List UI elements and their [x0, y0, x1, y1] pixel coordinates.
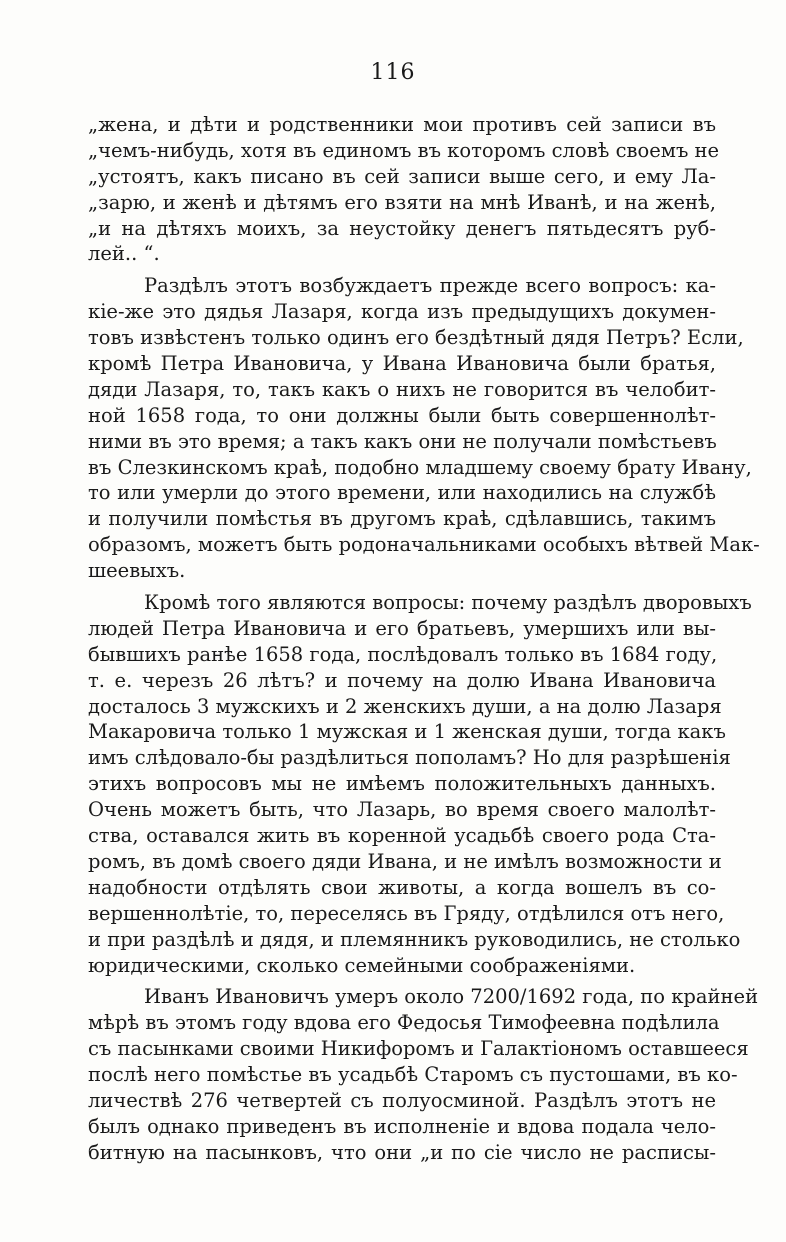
text-line: кромѣ Петра Ивановича, у Ивана Ивановича были братья,: [88, 352, 716, 376]
text-line: кіе-же это дядья Лазаря, когда изъ предыдущихъ докумен-: [88, 300, 716, 324]
text-line: ромъ, въ домѣ своего дяди Ивана, и не имѣлъ возможности и: [88, 849, 722, 873]
text-line: съ пасынками своими Никифоромъ и Галактіономъ оставшееся: [88, 1037, 749, 1061]
body-text: [88, 112, 760, 1166]
text-line: былъ однако приведенъ въ исполненіе и вдова подала чело-: [88, 1114, 716, 1138]
text-line: Кромѣ того являются вопросы: почему раздѣлъ дворовыхъ: [144, 591, 752, 615]
text-line: то или умерли до этого времени, или находились на службѣ: [88, 481, 716, 505]
text-line: „и на дѣтяхъ моихъ, за неустойку денегъ пятьдесятъ руб-: [88, 216, 716, 240]
text-line: т. е. черезъ 26 лѣтъ? и почему на долю Ивана Ивановича: [88, 668, 716, 692]
text-line: досталось 3 мужскихъ и 2 женскихъ души, а на долю Лазаря: [88, 694, 722, 718]
page-number: 116: [370, 60, 416, 85]
paragraph: [88, 273, 760, 584]
text-line: „зарю, и женѣ и дѣтямъ его взяти на мнѣ Иванѣ, и на женѣ,: [88, 190, 716, 214]
text-line: бывшихъ ранѣе 1658 года, послѣдовалъ только въ 1684 году,: [88, 642, 718, 666]
paragraph-quote: [88, 112, 720, 267]
text-line: товъ извѣстенъ только одинъ его бездѣтный дядя Петръ? Если,: [88, 326, 744, 350]
text-line: Макаровича только 1 мужская и 1 женская души, тогда какъ: [88, 720, 726, 744]
text-line: юридическими, сколько семейными соображеніями.: [88, 953, 636, 977]
text-line: лей.. “.: [88, 242, 160, 266]
text-line: послѣ него помѣстье въ усадьбѣ Старомъ съ пустошами, въ ко-: [88, 1063, 738, 1087]
text-line: шеевыхъ.: [88, 559, 186, 583]
text-line: дяди Лазаря, то, такъ какъ о нихъ не говорится въ челобит-: [88, 377, 716, 401]
text-line: „устоятъ, какъ писано въ сей записи выше сего, и ему Ла-: [88, 164, 716, 188]
text-line: образомъ, можетъ быть родоначальниками особыхъ вѣтвей Мак-: [88, 533, 760, 557]
text-line: ства, оставался жить въ коренной усадьбѣ своего рода Ста-: [88, 824, 716, 848]
text-line: людей Петра Ивановича и его братьевъ, умершихъ или вы-: [88, 616, 716, 640]
text-line: „жена, и дѣти и родственники мои противъ сей записи въ: [88, 113, 716, 136]
text-line: ной 1658 года, то они должны были быть совершеннолѣт-: [88, 403, 716, 427]
text-line: мѣрѣ въ этомъ году вдова его Федосья Тимофеевна подѣлила: [88, 1011, 720, 1035]
text-line: Иванъ Ивановичъ умеръ около 7200/1692 года, по крайней: [144, 985, 759, 1009]
text-line: „чемъ-нибудь, хотя въ единомъ въ которомъ словѣ своемъ не: [88, 138, 720, 162]
text-line: и при раздѣлѣ и дядя, и племянникъ руководились, не столько: [88, 927, 741, 951]
text-line: Очень можетъ быть, что Лазарь, во время своего малолѣт-: [88, 798, 716, 822]
text-line: и получили помѣстья въ другомъ краѣ, сдѣлавшись, такимъ: [88, 507, 716, 531]
text-line: вершеннолѣтіе, то, переселясь въ Гряду, отдѣлился отъ него,: [88, 901, 725, 925]
text-line: въ Слезкинскомъ краѣ, подобно младшему своему брату Ивану,: [88, 455, 752, 479]
paragraph: [88, 984, 759, 1165]
text-line: битную на пасынковъ, что они „и по сіе число не расписы-: [88, 1140, 716, 1164]
paragraph: [88, 590, 752, 978]
text-line: личествѣ 276 четвертей съ полуосминой. Раздѣлъ этотъ не: [88, 1088, 716, 1112]
text-line: этихъ вопросовъ мы не имѣемъ положительныхъ данныхъ.: [88, 772, 716, 796]
text-line: ними въ это время; а такъ какъ они не получали помѣстьевъ: [88, 429, 717, 453]
text-line: надобности отдѣлять свои животы, а когда вошелъ въ со-: [88, 875, 716, 899]
text-line: имъ слѣдовало-бы раздѣлиться пополамъ? Но для разрѣшенія: [88, 746, 731, 770]
text-line: Раздѣлъ этотъ возбуждаетъ прежде всего вопросъ: ка-: [144, 274, 716, 298]
